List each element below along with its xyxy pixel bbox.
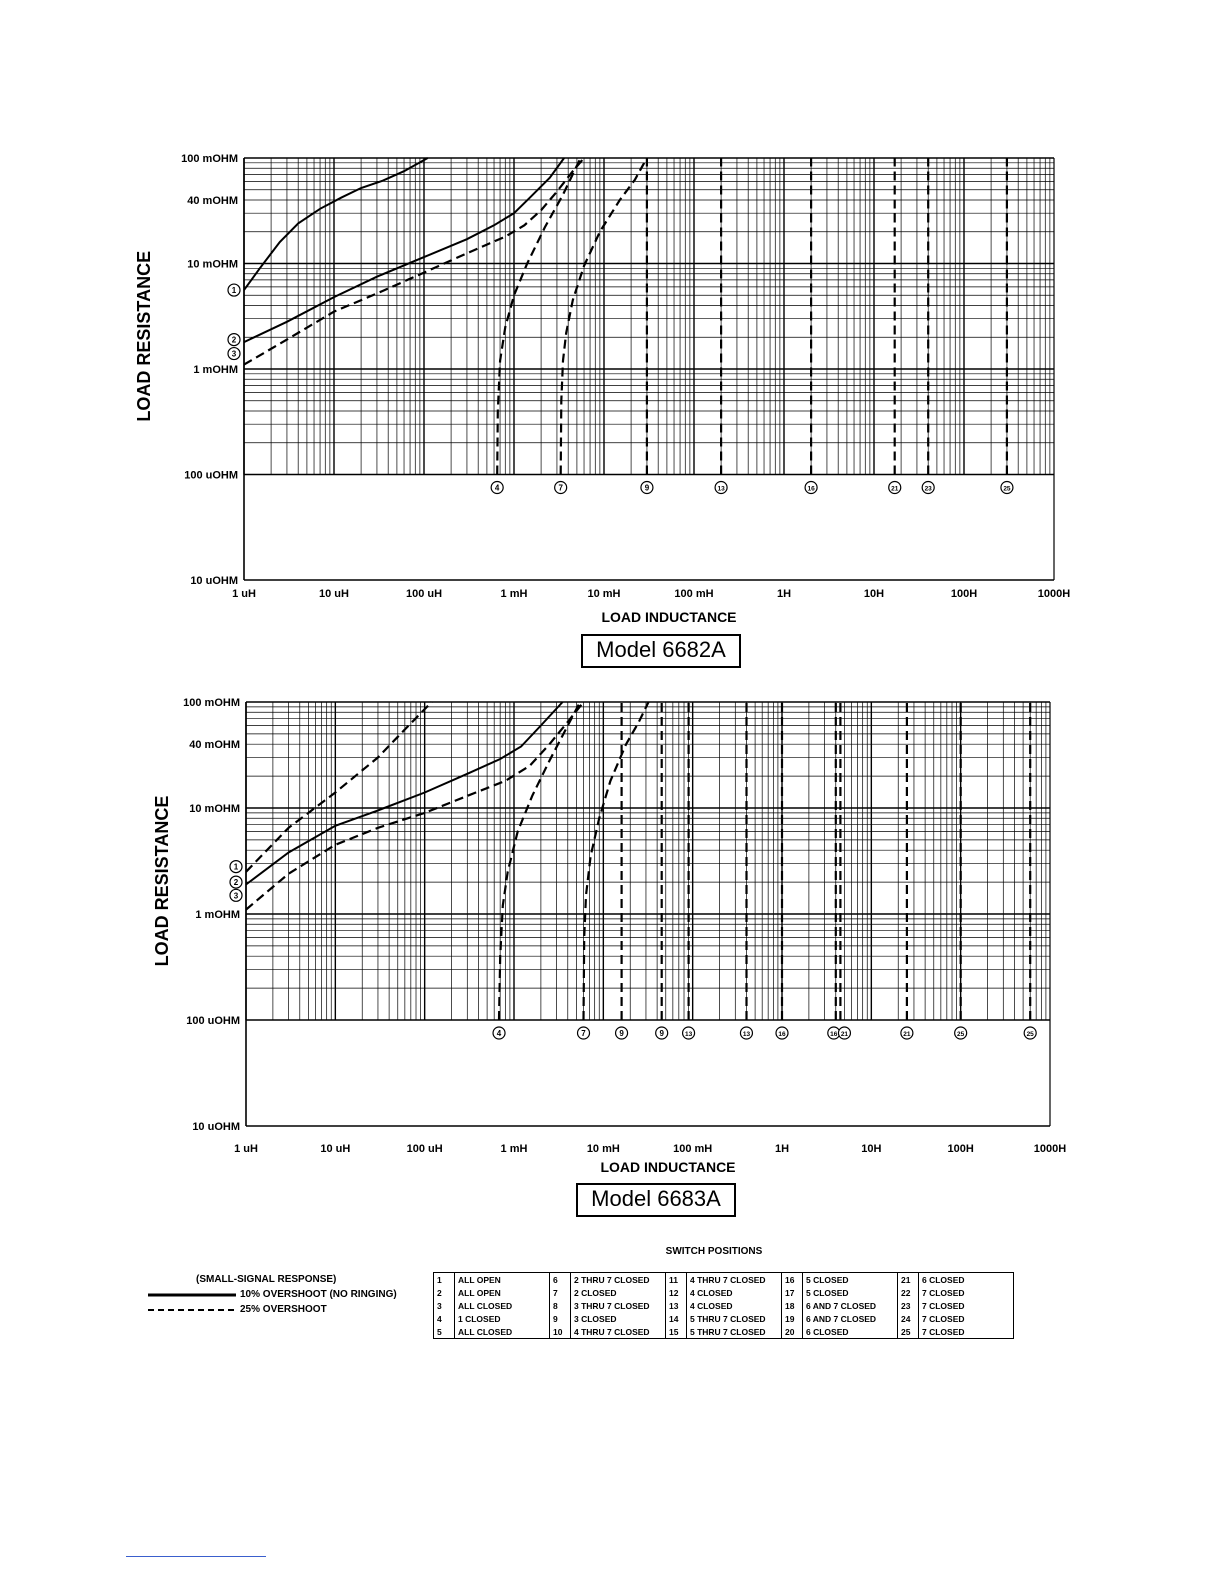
curve-marker-label: 25 — [1026, 1031, 1034, 1038]
x-tick-label: 100H — [950, 588, 978, 600]
switch-description: 4 CLOSED — [687, 1299, 782, 1312]
legend-solid-entry — [148, 1287, 438, 1302]
switch-description: 7 CLOSED — [919, 1325, 1014, 1339]
curve-marker-label: 16 — [830, 1031, 838, 1038]
x-tick-label: 1 mH — [500, 588, 528, 600]
curve-marker — [578, 1027, 590, 1039]
x-axis-title: LOAD INDUCTANCE — [600, 1159, 736, 1175]
curve-marker — [1024, 1027, 1036, 1039]
switch-row — [434, 1312, 1014, 1325]
switch-description: 6 CLOSED — [803, 1325, 898, 1339]
legend-dashed-entry — [148, 1302, 438, 1317]
switch-description: 3 THRU 7 CLOSED — [571, 1299, 666, 1312]
curve-marker-label: 13 — [684, 1031, 693, 1038]
switch-description: 6 AND 7 CLOSED — [803, 1312, 898, 1325]
switch-number: 16 — [782, 1273, 803, 1287]
switch-number: 19 — [782, 1312, 803, 1325]
legend-solid-label: 10% OVERSHOOT (NO RINGING) — [240, 1289, 397, 1300]
y-tick-label: 100 mOHM — [183, 697, 240, 709]
curve-marker-label: 23 — [924, 485, 932, 493]
switch-number: 25 — [898, 1325, 919, 1339]
y-tick-label: 10 uOHM — [192, 1121, 240, 1133]
switch-description: 1 CLOSED — [455, 1312, 550, 1325]
curve-marker — [228, 334, 240, 346]
x-tick-label: 10H — [863, 588, 885, 600]
y-tick-label: 10 uOHM — [190, 575, 238, 587]
y-tick-label: 100 uOHM — [184, 469, 238, 482]
y-axis-title: LOAD RESISTANCE — [152, 795, 172, 967]
x-axis-title: LOAD INDUCTANCE — [601, 609, 737, 625]
curve-marker-label: 2 — [233, 878, 239, 888]
switch-description: ALL CLOSED — [455, 1325, 550, 1339]
grid — [244, 158, 1054, 580]
y-tick-label: 1 mOHM — [195, 909, 240, 921]
curve-marker — [493, 1027, 505, 1039]
switch-number: 10 — [550, 1325, 571, 1339]
switch-number: 5 — [434, 1325, 455, 1339]
curve-marker — [230, 876, 242, 888]
switch-number: 23 — [898, 1299, 919, 1312]
footer-rule — [126, 1556, 266, 1557]
y-tick-label: 10 mOHM — [187, 258, 238, 271]
x-tick-label: 100 mH — [673, 1143, 713, 1155]
switch-number: 3 — [434, 1299, 455, 1312]
switch-number: 4 — [434, 1312, 455, 1325]
switch-description: 5 THRU 7 CLOSED — [687, 1325, 782, 1339]
y-tick-label: 10 mOHM — [189, 803, 240, 815]
curve-marker-label: 7 — [558, 483, 563, 493]
curve-marker — [901, 1027, 913, 1039]
y-tick-label: 100 uOHM — [186, 1015, 240, 1027]
switch-description: 6 CLOSED — [919, 1273, 1014, 1287]
x-tick-label: 100H — [947, 1143, 974, 1155]
x-tick-label: 1H — [774, 1143, 790, 1155]
curve-marker — [715, 482, 727, 494]
switch-row — [434, 1325, 1014, 1339]
switch-description: 2 CLOSED — [571, 1286, 666, 1299]
switch-number: 20 — [782, 1325, 803, 1339]
curve-marker-label: 4 — [496, 1029, 502, 1038]
curve-marker-label: 4 — [494, 483, 500, 493]
curve-marker — [555, 482, 567, 494]
x-tick-label: 100 uH — [406, 1143, 443, 1155]
x-tick-label: 100 uH — [405, 588, 443, 600]
switch-description: 7 CLOSED — [919, 1286, 1014, 1299]
curve-marker — [955, 1027, 967, 1039]
curve-marker — [805, 482, 817, 494]
curve-marker — [922, 482, 934, 494]
curve-marker-label: 25 — [1003, 485, 1011, 493]
curve-marker-label: 21 — [903, 1031, 911, 1038]
x-tick-label: 1000H — [1037, 588, 1071, 600]
switch-description: 3 CLOSED — [571, 1312, 666, 1325]
chart-title-6683a: Model 6683A — [576, 1183, 736, 1217]
curve-marker — [838, 1027, 850, 1039]
switch-description: 4 THRU 7 CLOSED — [687, 1273, 782, 1287]
curve-marker — [889, 482, 901, 494]
curve-marker — [616, 1027, 628, 1039]
x-tick-label: 1 uH — [232, 588, 256, 600]
switch-description: 7 CLOSED — [919, 1312, 1014, 1325]
curve-marker — [683, 1027, 695, 1039]
curve-marker-label: 25 — [957, 1031, 965, 1038]
curve-marker-label: 13 — [717, 485, 725, 493]
switch-number: 22 — [898, 1286, 919, 1299]
legend-heading: (SMALL-SIGNAL RESPONSE) — [196, 1274, 337, 1285]
switch-number: 15 — [666, 1325, 687, 1339]
switch-description: 5 CLOSED — [803, 1273, 898, 1287]
x-tick-label: 10H — [861, 1143, 882, 1155]
switch-number: 2 — [434, 1286, 455, 1299]
switch-number: 9 — [550, 1312, 571, 1325]
switch-description: 4 THRU 7 CLOSED — [571, 1325, 666, 1339]
y-tick-label: 40 mOHM — [187, 194, 238, 207]
x-tick-label: 1 uH — [234, 1143, 258, 1155]
switch-description: 7 CLOSED — [919, 1299, 1014, 1312]
x-tick-label: 1 mH — [500, 1143, 528, 1155]
curve-marker-label: 7 — [581, 1029, 586, 1038]
curve-marker — [656, 1027, 668, 1039]
switch-number: 21 — [898, 1273, 919, 1287]
curve-marker — [228, 284, 240, 296]
curve-marker-label: 9 — [619, 1029, 624, 1038]
switch-number: 1 — [434, 1273, 455, 1287]
series-curve-7 — [584, 702, 649, 1020]
switch-description: 5 CLOSED — [803, 1286, 898, 1299]
curve-marker-label: 1 — [231, 286, 237, 296]
switch-number: 6 — [550, 1273, 571, 1287]
switch-positions-title: SWITCH POSITIONS — [665, 1246, 763, 1257]
x-tick-label: 10 mH — [586, 1143, 620, 1155]
switch-number: 11 — [666, 1273, 687, 1287]
switch-description: 2 THRU 7 CLOSED — [571, 1273, 666, 1287]
curve-marker — [641, 482, 653, 494]
switch-description: ALL OPEN — [455, 1286, 550, 1299]
curve-marker-label: 3 — [233, 891, 239, 901]
switch-row — [434, 1286, 1014, 1299]
switch-description: ALL CLOSED — [455, 1299, 550, 1312]
solid-line-sample — [148, 1292, 236, 1298]
y-tick-label: 1 mOHM — [193, 364, 238, 376]
y-tick-label: 100 mOHM — [181, 153, 238, 165]
series-curve-1 — [246, 702, 432, 872]
curve-marker-label: 21 — [840, 1031, 849, 1038]
switch-number: 17 — [782, 1286, 803, 1299]
switch-description: 4 CLOSED — [687, 1286, 782, 1299]
switch-positions-table — [433, 1272, 1014, 1339]
switch-number: 14 — [666, 1312, 687, 1325]
curve-marker-label: 9 — [644, 483, 650, 493]
switch-number: 13 — [666, 1299, 687, 1312]
y-tick-label: 40 mOHM — [189, 739, 240, 752]
switch-number: 7 — [550, 1286, 571, 1299]
curve-marker — [740, 1027, 752, 1039]
switch-number: 8 — [550, 1299, 571, 1312]
chart-title-6682a: Model 6682A — [581, 634, 741, 668]
dashed-line-sample — [148, 1307, 236, 1313]
switch-row — [434, 1299, 1014, 1312]
x-tick-label: 10 mH — [587, 588, 621, 600]
curve-marker — [1001, 482, 1013, 494]
chart-model-6682a — [134, 153, 1070, 625]
curve-marker — [230, 889, 242, 901]
curve-marker-label: 13 — [742, 1031, 751, 1038]
curve-marker — [776, 1027, 788, 1039]
curve-marker-label: 2 — [231, 335, 237, 345]
switch-description: 6 AND 7 CLOSED — [803, 1299, 898, 1312]
x-tick-label: 10 uH — [319, 588, 349, 600]
curve-marker — [230, 861, 242, 873]
switch-number: 18 — [782, 1299, 803, 1312]
legend-dashed-label: 25% OVERSHOOT — [240, 1304, 327, 1315]
x-tick-label: 100 mH — [674, 588, 714, 600]
curve-marker-label: 16 — [807, 485, 815, 493]
switch-description: ALL OPEN — [455, 1273, 550, 1287]
curve-marker-label: 1 — [233, 862, 239, 872]
curve-marker — [228, 348, 240, 360]
switch-number: 12 — [666, 1286, 687, 1299]
x-tick-label: 1000H — [1033, 1143, 1067, 1155]
curve-marker-label: 3 — [231, 349, 237, 359]
curve-marker-label: 9 — [659, 1029, 664, 1038]
curve-marker-label: 16 — [778, 1031, 786, 1038]
x-tick-label: 10 uH — [320, 1143, 351, 1155]
y-axis-title: LOAD RESISTANCE — [134, 250, 154, 422]
x-tick-label: 1H — [776, 588, 792, 600]
curve-legend — [148, 1272, 438, 1317]
curve-marker-label: 21 — [891, 485, 899, 493]
switch-description: 5 THRU 7 CLOSED — [687, 1312, 782, 1325]
chart-model-6683a — [152, 697, 1066, 1175]
switch-number: 24 — [898, 1312, 919, 1325]
switch-row — [434, 1273, 1014, 1287]
series-curve-1 — [244, 158, 428, 290]
curve-marker — [491, 482, 503, 494]
